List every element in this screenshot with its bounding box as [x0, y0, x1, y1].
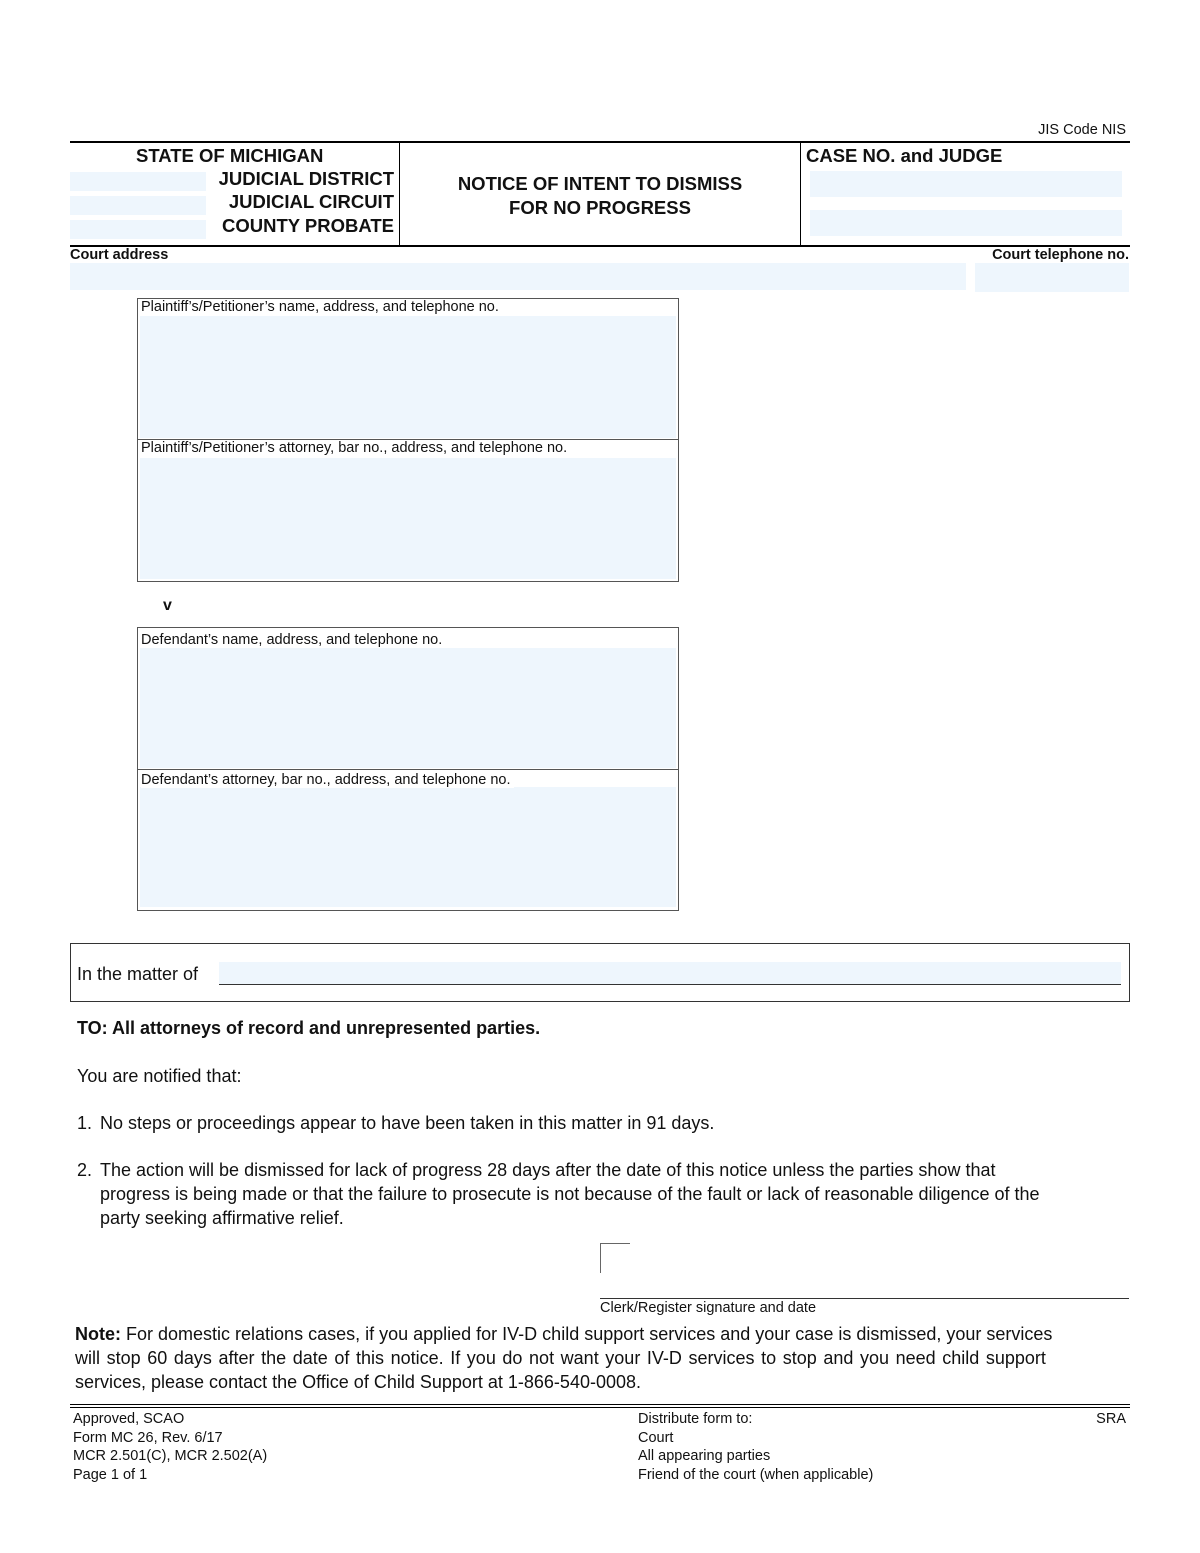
header-top-rule [70, 141, 1130, 143]
case-no-judge-label: CASE NO. and JUDGE [806, 145, 1003, 166]
versus-label: v [163, 597, 172, 614]
distribute-friend-of-court: Friend of the court (when applicable) [638, 1466, 874, 1483]
plaintiff-name-field[interactable] [140, 316, 676, 438]
jis-code: JIS Code NIS [1038, 122, 1126, 138]
form-title-line-1: NOTICE OF INTENT TO DISMISS [457, 173, 743, 194]
footer-approved: Approved, SCAO [73, 1411, 185, 1427]
circuit-label: JUDICIAL CIRCUIT [228, 191, 394, 212]
item-2-line-2: progress is being made or that the failure to prosecute is not because of the fault or lack of reasonable diligence of the [100, 1184, 1040, 1204]
court-telephone-label: Court telephone no. [992, 247, 1129, 263]
court-telephone-field[interactable] [975, 263, 1129, 292]
signature-label: Clerk/Register signature and date [600, 1300, 817, 1316]
state-heading: STATE OF MICHIGAN [136, 145, 324, 166]
distribute-parties: All appearing parties [638, 1448, 771, 1464]
plaintiff-attorney-field[interactable] [140, 458, 676, 579]
note-line-1: For domestic relations cases, if you applied for IV-D child support services and your case is dismissed, your services [121, 1324, 1053, 1344]
signature-line [600, 1298, 1129, 1299]
note-label: Note: [75, 1324, 121, 1344]
notice-intro: You are notified that: [77, 1066, 242, 1086]
case-number-field[interactable] [810, 171, 1122, 197]
matter-field[interactable] [219, 962, 1121, 985]
defendant-attorney-label: Defendant’s attorney, bar no., address, and telephone no. [141, 772, 514, 788]
header-divider-right [800, 142, 801, 246]
footer-code: SRA [1096, 1411, 1126, 1427]
district-label: JUDICIAL DISTRICT [218, 168, 394, 189]
circuit-field[interactable] [70, 196, 206, 215]
footer-distribution [638, 1410, 873, 1484]
defendant-label: Defendant’s name, address, and telephone no. [141, 632, 446, 648]
form-title-line-2: FOR NO PROGRESS [509, 197, 691, 218]
note-line-3: services, please contact the Office of Child Support at 1-866-540-0008. [75, 1372, 641, 1392]
item-2-text [100, 1158, 1040, 1230]
defendant-name-field[interactable] [140, 648, 676, 768]
court-address-field[interactable] [70, 263, 966, 290]
item-2-number: 2. [77, 1160, 93, 1180]
footer-court-rules: MCR 2.501(C), MCR 2.502(A) [73, 1448, 268, 1464]
footer-form-info [73, 1410, 267, 1484]
district-field[interactable] [70, 172, 206, 191]
footer-rule-top [70, 1404, 1130, 1405]
note-block [75, 1322, 1126, 1394]
plaintiff-attorney-label: Plaintiff’s/Petitioner’s attorney, bar no., address, and telephone no. [141, 440, 571, 456]
note-line-2: will stop 60 days after the date of this notice. If you do not want your IV-D services to stop and you need child support [75, 1348, 1046, 1368]
signature-area[interactable] [600, 1244, 1129, 1297]
court-address-label: Court address [70, 247, 169, 263]
item-2-line-1: The action will be dismissed for lack of progress 28 days after the date of this notice unless the parties show that [100, 1160, 996, 1180]
distribute-label: Distribute form to: [638, 1411, 753, 1427]
form-title [400, 172, 800, 220]
item-1-text: No steps or proceedings appear to have been taken in this matter in 91 days. [100, 1113, 715, 1133]
judge-field[interactable] [810, 210, 1122, 236]
county-field[interactable] [70, 220, 206, 239]
defendant-divider [138, 769, 678, 770]
defendant-attorney-field[interactable] [140, 787, 676, 907]
to-line: TO: All attorneys of record and unrepresented parties. [77, 1018, 541, 1038]
footer-form-number: Form MC 26, Rev. 6/17 [73, 1429, 223, 1446]
item-2-line-3: party seeking affirmative relief. [100, 1208, 344, 1228]
footer-page-number: Page 1 of 1 [73, 1466, 148, 1483]
item-1-number: 1. [77, 1113, 93, 1133]
county-probate-label: COUNTY PROBATE [222, 215, 394, 236]
footer-rule-bottom [70, 1407, 1130, 1408]
matter-label: In the matter of [77, 964, 199, 984]
plaintiff-label: Plaintiff’s/Petitioner’s name, address, and telephone no. [141, 299, 503, 315]
distribute-court: Court [638, 1429, 674, 1446]
